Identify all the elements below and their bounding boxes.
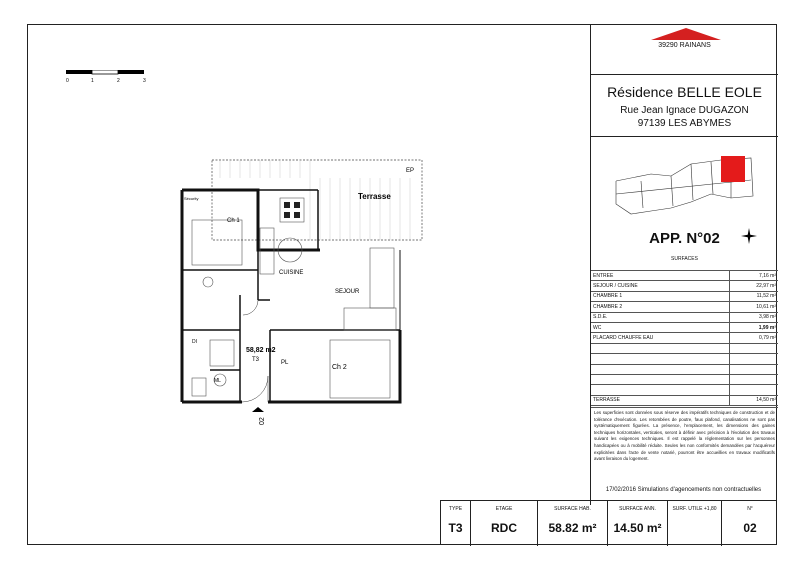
pl-label: PL [281, 360, 289, 366]
table-row [591, 354, 778, 364]
ch2-label: Ch 2 [332, 364, 347, 371]
table-row [591, 322, 778, 332]
address-line-1: Rue Jean Ignace DUGAZON [620, 105, 749, 116]
address-line-2: 97139 LES ABYMES [637, 118, 732, 129]
ep-label: EP [406, 168, 415, 174]
logo-block [591, 24, 778, 75]
table-row [591, 271, 778, 281]
surface-label: ENTREE [591, 271, 730, 281]
residence-name: Résidence BELLE EOLE [607, 84, 762, 100]
surf-utile-cell [668, 501, 722, 546]
surface-label [591, 385, 730, 395]
unit-number-label: 02 [259, 417, 266, 425]
date-line: 17/02/2016 Simulations d'agencements non contractuelles [605, 487, 762, 493]
compass-icon [741, 228, 757, 244]
sejour-label: SEJOUR [335, 289, 360, 295]
etage-cell [471, 501, 538, 546]
type-value: T3 [448, 521, 463, 535]
table-row [591, 374, 778, 384]
residence-block [591, 74, 778, 137]
terrasse-label: Terrasse [358, 192, 391, 201]
surfaces-header: SURFACES [671, 256, 698, 262]
apartment-title: APP. N°02 [649, 230, 720, 247]
di-label: DI [192, 339, 197, 345]
num-label: N° [747, 506, 753, 512]
table-row [591, 312, 778, 322]
table-row [591, 385, 778, 395]
surf-ann-cell [608, 501, 668, 546]
surface-value [730, 385, 779, 395]
table-row [591, 281, 778, 291]
surface-value: 0,79 m² [730, 333, 779, 343]
type-label: TYPE [448, 506, 463, 512]
title-panel [590, 24, 777, 505]
surface-value: 10,61 m² [730, 302, 779, 312]
surface-value: 1,99 m² [730, 322, 779, 332]
surface-value [730, 374, 779, 384]
table-row [591, 333, 778, 343]
num-value: 02 [743, 521, 757, 535]
surf-utile-label: SURF. UTILE +1,80 [672, 506, 717, 512]
type-cell [441, 501, 471, 546]
surface-label: TERRASSE [591, 395, 730, 405]
surface-label: S.D.E. [591, 312, 730, 322]
surface-label [591, 374, 730, 384]
surface-label: PLACARD CHAUFFE EAU [591, 333, 730, 343]
surface-value: 7,16 m² [730, 271, 779, 281]
table-row [591, 395, 778, 405]
floor-plan [170, 150, 430, 435]
surfaces-table [591, 270, 778, 406]
etage-value: RDC [491, 521, 517, 535]
surf-hab-label: SURFACE HAB. [554, 506, 591, 512]
surface-value: 22,97 m² [730, 281, 779, 291]
type-label: T3 [252, 357, 260, 363]
surface-value [730, 364, 779, 374]
disclaimer-text: Les superficies sont données sous réserve des impératifs techniques de construction et de tolérance d'exécution. Les retombées de poutre, faux plafond, canalisations ne sont pas systématiquement figurées. La présence, l'emplacement, les dimensions des gaines techniques horizontales, verticales, seront à définir avec précision à l'évolution des travaux suivant les exigences techniques. Il est rappelé la réglementation sur les personnes handicapées ou à mobilité réduite. Seules les non conformités demandées par l'acquéreur explicitées dans l'acte de vente notarié, pourront être accueillies en travaux modificatifs avant livraison du logement. [591, 407, 778, 465]
ml-label: ML [214, 378, 221, 384]
surface-label [591, 343, 730, 353]
table-row [591, 364, 778, 374]
scale-bar [66, 70, 156, 89]
table-row [591, 302, 778, 312]
surf-hab-cell [538, 501, 608, 546]
scale-tick-0: 0 [66, 78, 69, 84]
info-strip [440, 500, 777, 545]
highlighted-unit [721, 156, 745, 182]
scale-tick-3: 3 [143, 78, 146, 84]
scale-tick-1: 1 [91, 78, 94, 84]
surface-label: CHAMBRE 1 [591, 291, 730, 301]
security-label: Sécurity [184, 196, 199, 201]
area-label: 58,82 m2 [246, 347, 276, 354]
ch1-label: Ch 1 [227, 218, 240, 224]
surf-ann-value: 14.50 m² [613, 521, 662, 535]
num-cell [722, 501, 778, 546]
cuisine-label: CUISINE [279, 270, 304, 276]
table-row [591, 291, 778, 301]
surface-value: 3,98 m² [730, 312, 779, 322]
surface-value: 14,50 m² [730, 395, 779, 405]
scale-tick-2: 2 [117, 78, 120, 84]
surface-label [591, 364, 730, 374]
surface-value [730, 343, 779, 353]
surface-label: CHAMBRE 2 [591, 302, 730, 312]
surface-value: 11,52 m² [730, 291, 779, 301]
surface-label: WC [591, 322, 730, 332]
surface-label [591, 354, 730, 364]
table-row [591, 343, 778, 353]
surface-value [730, 354, 779, 364]
surface-label: SEJOUR / CUISINE [591, 281, 730, 291]
logo-text: 39290 RAINANS [658, 42, 711, 49]
surf-ann-label: SURFACE ANN. [619, 506, 656, 512]
etage-label: ETAGE [495, 506, 513, 512]
surf-hab-value: 58.82 m² [548, 521, 597, 535]
